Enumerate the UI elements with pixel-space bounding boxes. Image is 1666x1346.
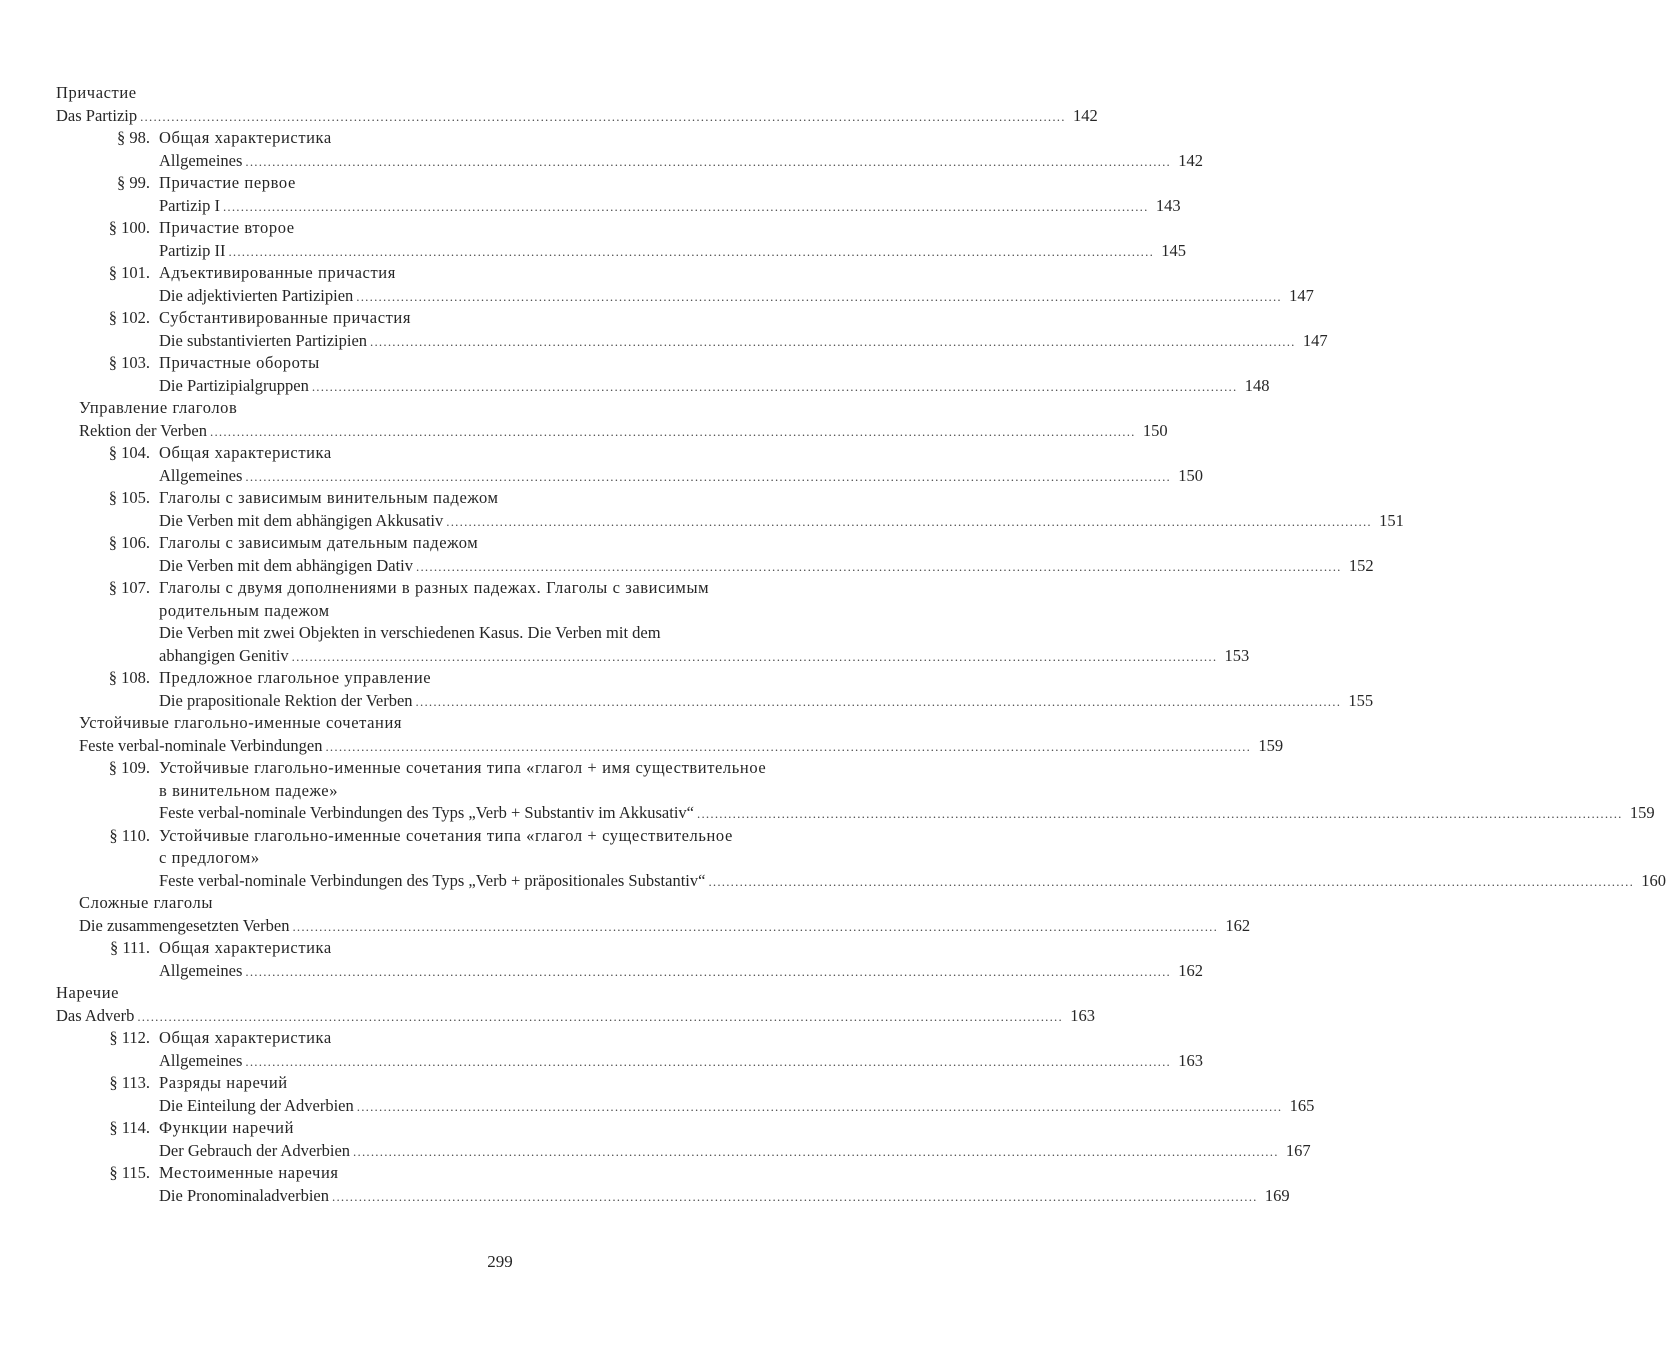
toc-entry[interactable] [0, 285, 1314, 308]
toc-entry[interactable] [0, 1140, 1311, 1163]
dot-leader: ................................................................................................................................................................................................................ [325, 738, 1252, 754]
toc-entry-row [79, 420, 1168, 444]
entry-title: Das Adverb [56, 1005, 135, 1025]
section-title: Причастие первое [159, 173, 296, 192]
toc-section-heading [0, 172, 1000, 195]
section-title: Устойчивые глагольно-именные сочетания типа «глагол + имя существительное [159, 758, 767, 777]
section-number: § 104. [108, 443, 150, 462]
heading-text: Причастие [56, 83, 137, 102]
toc-entry-row [159, 960, 1204, 984]
section-number: § 109. [108, 758, 150, 777]
section-number: § 99. [117, 173, 150, 192]
section-title: Причастие второе [159, 218, 295, 237]
section-number: § 113. [109, 1073, 150, 1092]
section-number: § 108. [108, 668, 150, 687]
entry-title: Die prapositionale Rektion der Verben [159, 690, 413, 710]
toc-section-heading [0, 757, 1000, 780]
dot-leader: ................................................................................................................................................................................................................ [353, 1143, 1279, 1159]
dot-leader: ................................................................................................................................................................................................................ [356, 288, 1282, 304]
toc-section-heading [0, 217, 1000, 240]
entry-page-number: 159 [1629, 803, 1655, 822]
toc-entry-row [159, 870, 1666, 894]
dot-leader: ................................................................................................................................................................................................................ [415, 693, 1342, 709]
heading-text: Наречие [56, 983, 120, 1002]
section-title: Разряды наречий [159, 1073, 288, 1092]
dot-leader: ................................................................................................................................................................................................................ [210, 423, 1136, 439]
toc-entry[interactable] [0, 802, 1655, 825]
toc-entry-row [159, 195, 1181, 219]
toc-entry[interactable] [0, 1095, 1315, 1118]
section-title: Глаголы с двумя дополнениями в разных падежах. Глаголы с зависимым [159, 578, 710, 597]
entry-title: Die substantivierten Partizipien [159, 330, 368, 350]
toc-entry-row [159, 1095, 1315, 1119]
toc-heading [0, 982, 1000, 1005]
toc-section-heading [0, 487, 1000, 510]
toc-section-heading [0, 1072, 1000, 1095]
dot-leader: ................................................................................................................................................................................................................ [356, 1098, 1283, 1114]
section-title: Общая характеристика [159, 443, 332, 462]
entry-title: Feste verbal-nominale Verbindungen des Typs „Verb + Substantiv im Akkusativ“ [159, 803, 695, 822]
entry-page-number: 147 [1289, 285, 1314, 305]
toc-entry[interactable] [0, 105, 1098, 128]
toc-heading [0, 622, 1000, 645]
toc-entry-row [79, 915, 1251, 939]
entry-page-number: 160 [1641, 870, 1666, 890]
toc-entry[interactable] [0, 1005, 1095, 1028]
toc-entry-row [79, 735, 1284, 759]
toc-entry-row [159, 802, 1655, 826]
toc-section-heading [0, 127, 1000, 150]
toc-heading [0, 600, 1000, 623]
section-title: Адъективированные причастия [159, 263, 396, 282]
dot-leader: ................................................................................................................................................................................................................ [222, 198, 1149, 214]
entry-page-number: 163 [1070, 1005, 1095, 1025]
entry-page-number: 145 [1161, 240, 1187, 260]
toc-entry-row [56, 1005, 1095, 1029]
toc-entry[interactable] [0, 195, 1181, 218]
entry-page-number: 150 [1178, 465, 1204, 485]
heading-text: Устойчивые глагольно-именные сочетания [79, 713, 403, 732]
entry-title: Die Einteilung der Adverbien [159, 1095, 354, 1115]
entry-page-number: 147 [1302, 330, 1328, 350]
toc-entry-row [159, 375, 1270, 399]
toc-entry-row [159, 285, 1314, 309]
entry-page-number: 167 [1285, 1140, 1311, 1160]
section-number: § 114. [109, 1118, 150, 1137]
toc-section-heading [0, 352, 1000, 375]
entry-title: Die Partizipialgruppen [159, 375, 309, 395]
section-title: Причастные обороты [159, 353, 320, 372]
toc-entry[interactable] [0, 870, 1666, 893]
toc-entry-row [159, 690, 1374, 714]
section-title: Глаголы с зависимым дательным падежом [159, 533, 479, 552]
section-title: Функции наречий [159, 1118, 295, 1137]
heading-text: Die Verben mit zwei Objekten in verschiedenen Kasus. Die Verben mit dem [159, 623, 661, 642]
toc-heading [0, 397, 1000, 420]
dot-leader: ................................................................................................................................................................................................................ [708, 873, 1635, 889]
toc-section-heading [0, 1027, 1000, 1050]
section-number: § 111. [109, 938, 150, 957]
section-title: Субстантивированные причастия [159, 308, 412, 327]
dot-leader: ................................................................................................................................................................................................................ [416, 558, 1342, 574]
toc-entry[interactable] [0, 735, 1284, 758]
entry-page-number: 162 [1225, 915, 1251, 935]
dot-leader: ................................................................................................................................................................................................................ [245, 1053, 1172, 1069]
section-number: § 107. [108, 578, 150, 597]
toc-section-heading [0, 307, 1000, 330]
section-title: Устойчивые глагольно-именные сочетания типа «глагол + существительное [159, 825, 733, 845]
entry-page-number: 142 [1178, 150, 1204, 170]
entry-page-number: 148 [1244, 375, 1270, 395]
heading-text: с предлогом» [159, 848, 260, 867]
section-number: § 115. [109, 1163, 150, 1182]
toc-entry-row [159, 150, 1204, 174]
section-number: § 105. [108, 488, 150, 507]
heading-text: родительным падежом [159, 600, 330, 620]
entry-page-number: 151 [1379, 510, 1404, 530]
toc-heading [0, 712, 1000, 735]
entry-title: Allgemeines [159, 1050, 243, 1070]
dot-leader: ................................................................................................................................................................................................................ [311, 378, 1238, 394]
entry-title: Die adjektivierten Partizipien [159, 285, 354, 305]
toc-entry[interactable] [0, 330, 1328, 353]
section-number: § 106. [108, 533, 150, 552]
toc-heading [0, 780, 1000, 803]
dot-leader: ................................................................................................................................................................................................................ [292, 918, 1219, 934]
toc-entry-row [159, 555, 1374, 579]
entry-title: Der Gebrauch der Adverbien [159, 1140, 351, 1160]
dot-leader: ................................................................................................................................................................................................................ [370, 333, 1296, 349]
toc-section-heading [0, 262, 1000, 285]
entry-page-number: 159 [1258, 735, 1284, 755]
section-title: Предложное глагольное управление [159, 668, 432, 687]
section-number: § 110. [109, 825, 150, 845]
dot-leader: ................................................................................................................................................................................................................ [332, 1188, 1258, 1204]
toc-entry[interactable] [0, 150, 1204, 173]
section-title: Глаголы с зависимым винительным падежом [159, 488, 499, 507]
toc-entry[interactable] [0, 645, 1250, 668]
entry-page-number: 153 [1224, 645, 1250, 665]
toc-section-heading [0, 577, 1000, 600]
entry-title: Feste verbal-nominale Verbindungen des Typs „Verb + präpositionales Substantiv“ [159, 870, 706, 890]
entry-page-number: 165 [1289, 1095, 1315, 1115]
section-title: Общая характеристика [159, 128, 332, 147]
heading-text: Сложные глаголы [79, 893, 214, 912]
section-number: § 112. [109, 1028, 150, 1047]
entry-title: Feste verbal-nominale Verbindungen [79, 735, 323, 755]
toc-entry-row [159, 1140, 1311, 1164]
toc-entry[interactable] [0, 510, 1404, 533]
section-title: Общая характеристика [159, 1028, 332, 1047]
dot-leader: ................................................................................................................................................................................................................ [245, 153, 1172, 169]
entry-page-number: 162 [1178, 960, 1204, 980]
toc-entry-row [159, 465, 1204, 489]
entry-page-number: 169 [1264, 1185, 1290, 1205]
section-number: § 101. [108, 263, 150, 282]
toc-entry[interactable] [0, 240, 1187, 263]
entry-page-number: 143 [1155, 195, 1181, 215]
toc-section-heading [0, 825, 1000, 848]
entry-title: Die zusammengesetzten Verben [79, 915, 290, 935]
entry-title: Die Verben mit dem abhängigen Dativ [159, 555, 414, 575]
entry-page-number: 150 [1142, 420, 1168, 440]
toc-entry[interactable] [0, 375, 1270, 398]
dot-leader: ................................................................................................................................................................................................................ [228, 243, 1155, 259]
dot-leader: ................................................................................................................................................................................................................ [137, 1008, 1063, 1024]
toc-entry-row [56, 105, 1098, 129]
dot-leader: ................................................................................................................................................................................................................ [140, 108, 1066, 124]
toc-section-heading [0, 442, 1000, 465]
toc-section-heading [0, 1117, 1000, 1140]
entry-title: Allgemeines [159, 465, 243, 485]
dot-leader: ................................................................................................................................................................................................................ [697, 806, 1623, 821]
entry-page-number: 142 [1072, 105, 1098, 125]
table-of-contents [0, 82, 1666, 1207]
toc-heading [0, 892, 1000, 915]
toc-entry-row [159, 1050, 1204, 1074]
entry-title: Die Verben mit dem abhängigen Akkusativ [159, 510, 444, 530]
entry-title: Allgemeines [159, 960, 243, 980]
toc-entry-row [159, 645, 1250, 669]
entry-title: Das Partizip [56, 105, 138, 125]
toc-entry-row [159, 240, 1187, 264]
toc-entry[interactable] [0, 915, 1251, 938]
toc-heading [0, 82, 1000, 105]
toc-section-heading [0, 937, 1000, 960]
entry-title: Partizip I [159, 195, 220, 215]
toc-entry[interactable] [0, 690, 1374, 713]
toc-entry[interactable] [0, 465, 1204, 488]
dot-leader: ................................................................................................................................................................................................................ [245, 963, 1172, 979]
section-title: Общая характеристика [159, 938, 332, 957]
toc-section-heading [0, 667, 1000, 690]
toc-section-heading [0, 1162, 1000, 1185]
heading-text: в винительном падеже» [159, 780, 339, 800]
entry-title: Allgemeines [159, 150, 243, 170]
toc-entry-row [159, 510, 1404, 534]
heading-text: Управление глаголов [79, 398, 238, 417]
toc-entry[interactable] [0, 420, 1168, 443]
entry-title: Partizip II [159, 240, 226, 260]
section-number: § 103. [108, 353, 150, 372]
toc-entry[interactable] [0, 555, 1374, 578]
dot-leader: ................................................................................................................................................................................................................ [245, 468, 1172, 484]
section-number: § 100. [108, 218, 150, 237]
section-number: § 102. [108, 308, 150, 327]
toc-entry-row [159, 1185, 1290, 1209]
entry-page-number: 163 [1178, 1050, 1204, 1070]
entry-title: Die Pronominaladverbien [159, 1185, 329, 1205]
toc-entry[interactable] [0, 1050, 1204, 1073]
entry-page-number: 152 [1348, 555, 1374, 575]
page-number: 299 [487, 1252, 513, 1271]
toc-section-heading [0, 532, 1000, 555]
entry-title: abhangigen Genitiv [159, 645, 289, 665]
dot-leader: ................................................................................................................................................................................................................ [446, 513, 1372, 529]
toc-heading [0, 847, 1000, 870]
toc-entry[interactable] [0, 1185, 1290, 1208]
section-title: Местоименные наречия [159, 1163, 339, 1182]
toc-entry[interactable] [0, 960, 1204, 983]
section-number: § 98. [117, 128, 150, 147]
entry-title: Rektion der Verben [79, 420, 207, 440]
toc-entry-row [159, 330, 1328, 354]
entry-page-number: 155 [1348, 690, 1374, 710]
dot-leader: ................................................................................................................................................................................................................ [291, 648, 1218, 664]
